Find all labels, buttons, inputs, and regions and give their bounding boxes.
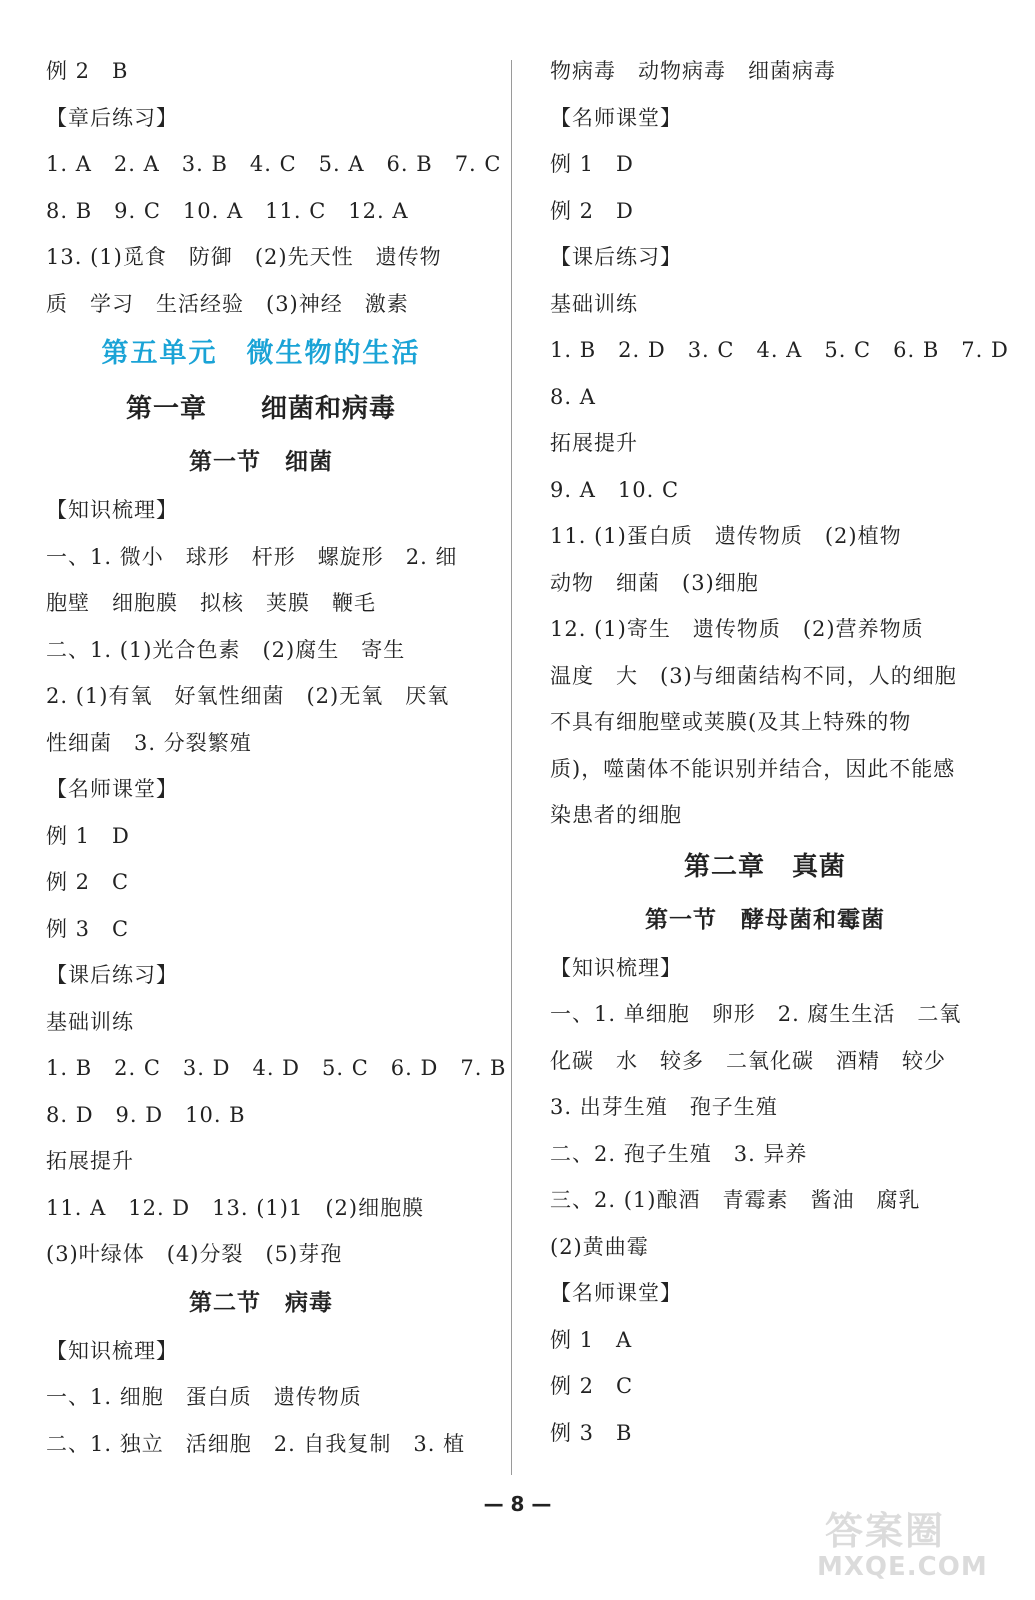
text-line: 不具有细胞壁或荚膜(及其上特殊的物 xyxy=(550,710,912,734)
unit-heading: 第五单元 微生物的生活 xyxy=(101,338,421,369)
page-number: — 8 — xyxy=(483,1492,552,1516)
section-heading: 第二节 病毒 xyxy=(189,1288,333,1316)
text-line: 一、1. 细胞 蛋白质 遗传物质 xyxy=(46,1385,362,1409)
chapter-heading: 第二章 真菌 xyxy=(683,851,846,882)
text-line: 【名师课堂】 xyxy=(550,105,682,130)
text-line: (3)叶绿体 (4)分裂 (5)芽孢 xyxy=(46,1242,343,1266)
watermark-bottom-text: MXQE.COM xyxy=(817,1552,988,1582)
text-line: 【知识梳理】 xyxy=(46,498,178,522)
text-line: 【名师课堂】 xyxy=(550,1281,682,1305)
text-line: 化碳 水 较多 二氧化碳 酒精 较少 xyxy=(550,1048,946,1073)
text-line: 12. (1)寄生 遗传物质 (2)营养物质 xyxy=(550,617,924,641)
text-line: 一、1. 单细胞 卵形 2. 腐生生活 二氧 xyxy=(550,1002,962,1026)
text-line: 11. (1)蛋白质 遗传物质 (2)植物 xyxy=(550,524,902,548)
text-line: 【课后练习】 xyxy=(46,963,178,987)
text-line: 物病毒 动物病毒 细菌病毒 xyxy=(550,59,836,83)
text-line: 温度 大 (3)与细菌结构不同，人的细胞 xyxy=(550,663,957,688)
section-heading: 第一节 酵母菌和霉菌 xyxy=(645,905,885,933)
text-line: 染患者的细胞 xyxy=(550,803,682,827)
text-line: 3. 出芽生殖 孢子生殖 xyxy=(550,1095,778,1119)
text-line: 例 2 C xyxy=(550,1374,634,1398)
text-line: 二、1. (1)光合色素 (2)腐生 寄生 xyxy=(46,637,406,662)
text-line: 例 2 B xyxy=(46,59,129,83)
text-line: 1. B 2. D 3. C 4. A 5. C 6. B 7. D xyxy=(550,338,1009,362)
left-column xyxy=(46,48,507,1467)
text-line: 例 2 D xyxy=(550,198,634,223)
watermark-logo xyxy=(817,1500,1007,1590)
text-line: 拓展提升 xyxy=(550,431,638,455)
text-line: 13. (1)觅食 防御 (2)先天性 遗传物 xyxy=(46,245,442,269)
text-line: 【课后练习】 xyxy=(550,245,682,269)
text-line: 质)，噬菌体不能识别并结合，因此不能感 xyxy=(550,756,956,781)
text-line: 【知识梳理】 xyxy=(550,955,682,980)
text-line: 例 3 C xyxy=(46,916,130,941)
text-line: 一、1. 微小 球形 杆形 螺旋形 2. 细 xyxy=(46,544,458,569)
text-line: 2. (1)有氧 好氧性细菌 (2)无氧 厌氧 xyxy=(46,684,450,708)
text-line: 二、1. 独立 活细胞 2. 自我复制 3. 植 xyxy=(46,1431,466,1456)
text-line: 8. D 9. D 10. B xyxy=(46,1102,246,1127)
text-line: 9. A 10. C xyxy=(550,477,680,502)
text-line: 例 2 C xyxy=(46,870,130,894)
text-line: 基础训练 xyxy=(550,291,638,316)
text-line: 【知识梳理】 xyxy=(46,1338,178,1363)
text-line: 基础训练 xyxy=(46,1009,134,1034)
text-line: 【章后练习】 xyxy=(46,105,178,130)
watermark-top-text: 答案圈 xyxy=(825,1509,946,1553)
text-line: 质 学习 生活经验 (3)神经 激素 xyxy=(46,291,409,316)
text-line: 例 1 D xyxy=(550,152,634,176)
text-line: 例 1 A xyxy=(550,1327,633,1352)
column-divider xyxy=(511,60,512,1475)
text-line: 例 3 B xyxy=(550,1420,633,1445)
text-line: 性细菌 3. 分裂繁殖 xyxy=(46,730,252,755)
section-heading: 第一节 细菌 xyxy=(189,448,333,475)
chapter-heading: 第一章 细菌和病毒 xyxy=(125,394,396,424)
text-line: 例 1 D xyxy=(46,823,130,848)
text-line: 胞壁 细胞膜 拟核 荚膜 鞭毛 xyxy=(46,591,376,615)
text-line: 拓展提升 xyxy=(46,1149,134,1173)
right-column xyxy=(550,48,1009,1456)
text-line: 二、2. 孢子生殖 3. 异养 xyxy=(550,1141,808,1166)
text-line: (2)黄曲霉 xyxy=(550,1234,649,1259)
text-line: 1. B 2. C 3. D 4. D 5. C 6. D 7. B xyxy=(46,1056,507,1080)
text-line: 8. A xyxy=(550,384,596,409)
text-line: 三、2. (1)酿酒 青霉素 酱油 腐乳 xyxy=(550,1188,921,1212)
text-line: 8. B 9. C 10. A 11. C 12. A xyxy=(46,198,409,223)
text-line: 11. A 12. D 13. (1)1 (2)细胞膜 xyxy=(46,1195,425,1220)
text-line: 1. A 2. A 3. B 4. C 5. A 6. B 7. C xyxy=(46,152,502,176)
text-line: 【名师课堂】 xyxy=(46,777,178,801)
text-line: 动物 细菌 (3)细胞 xyxy=(550,570,759,595)
